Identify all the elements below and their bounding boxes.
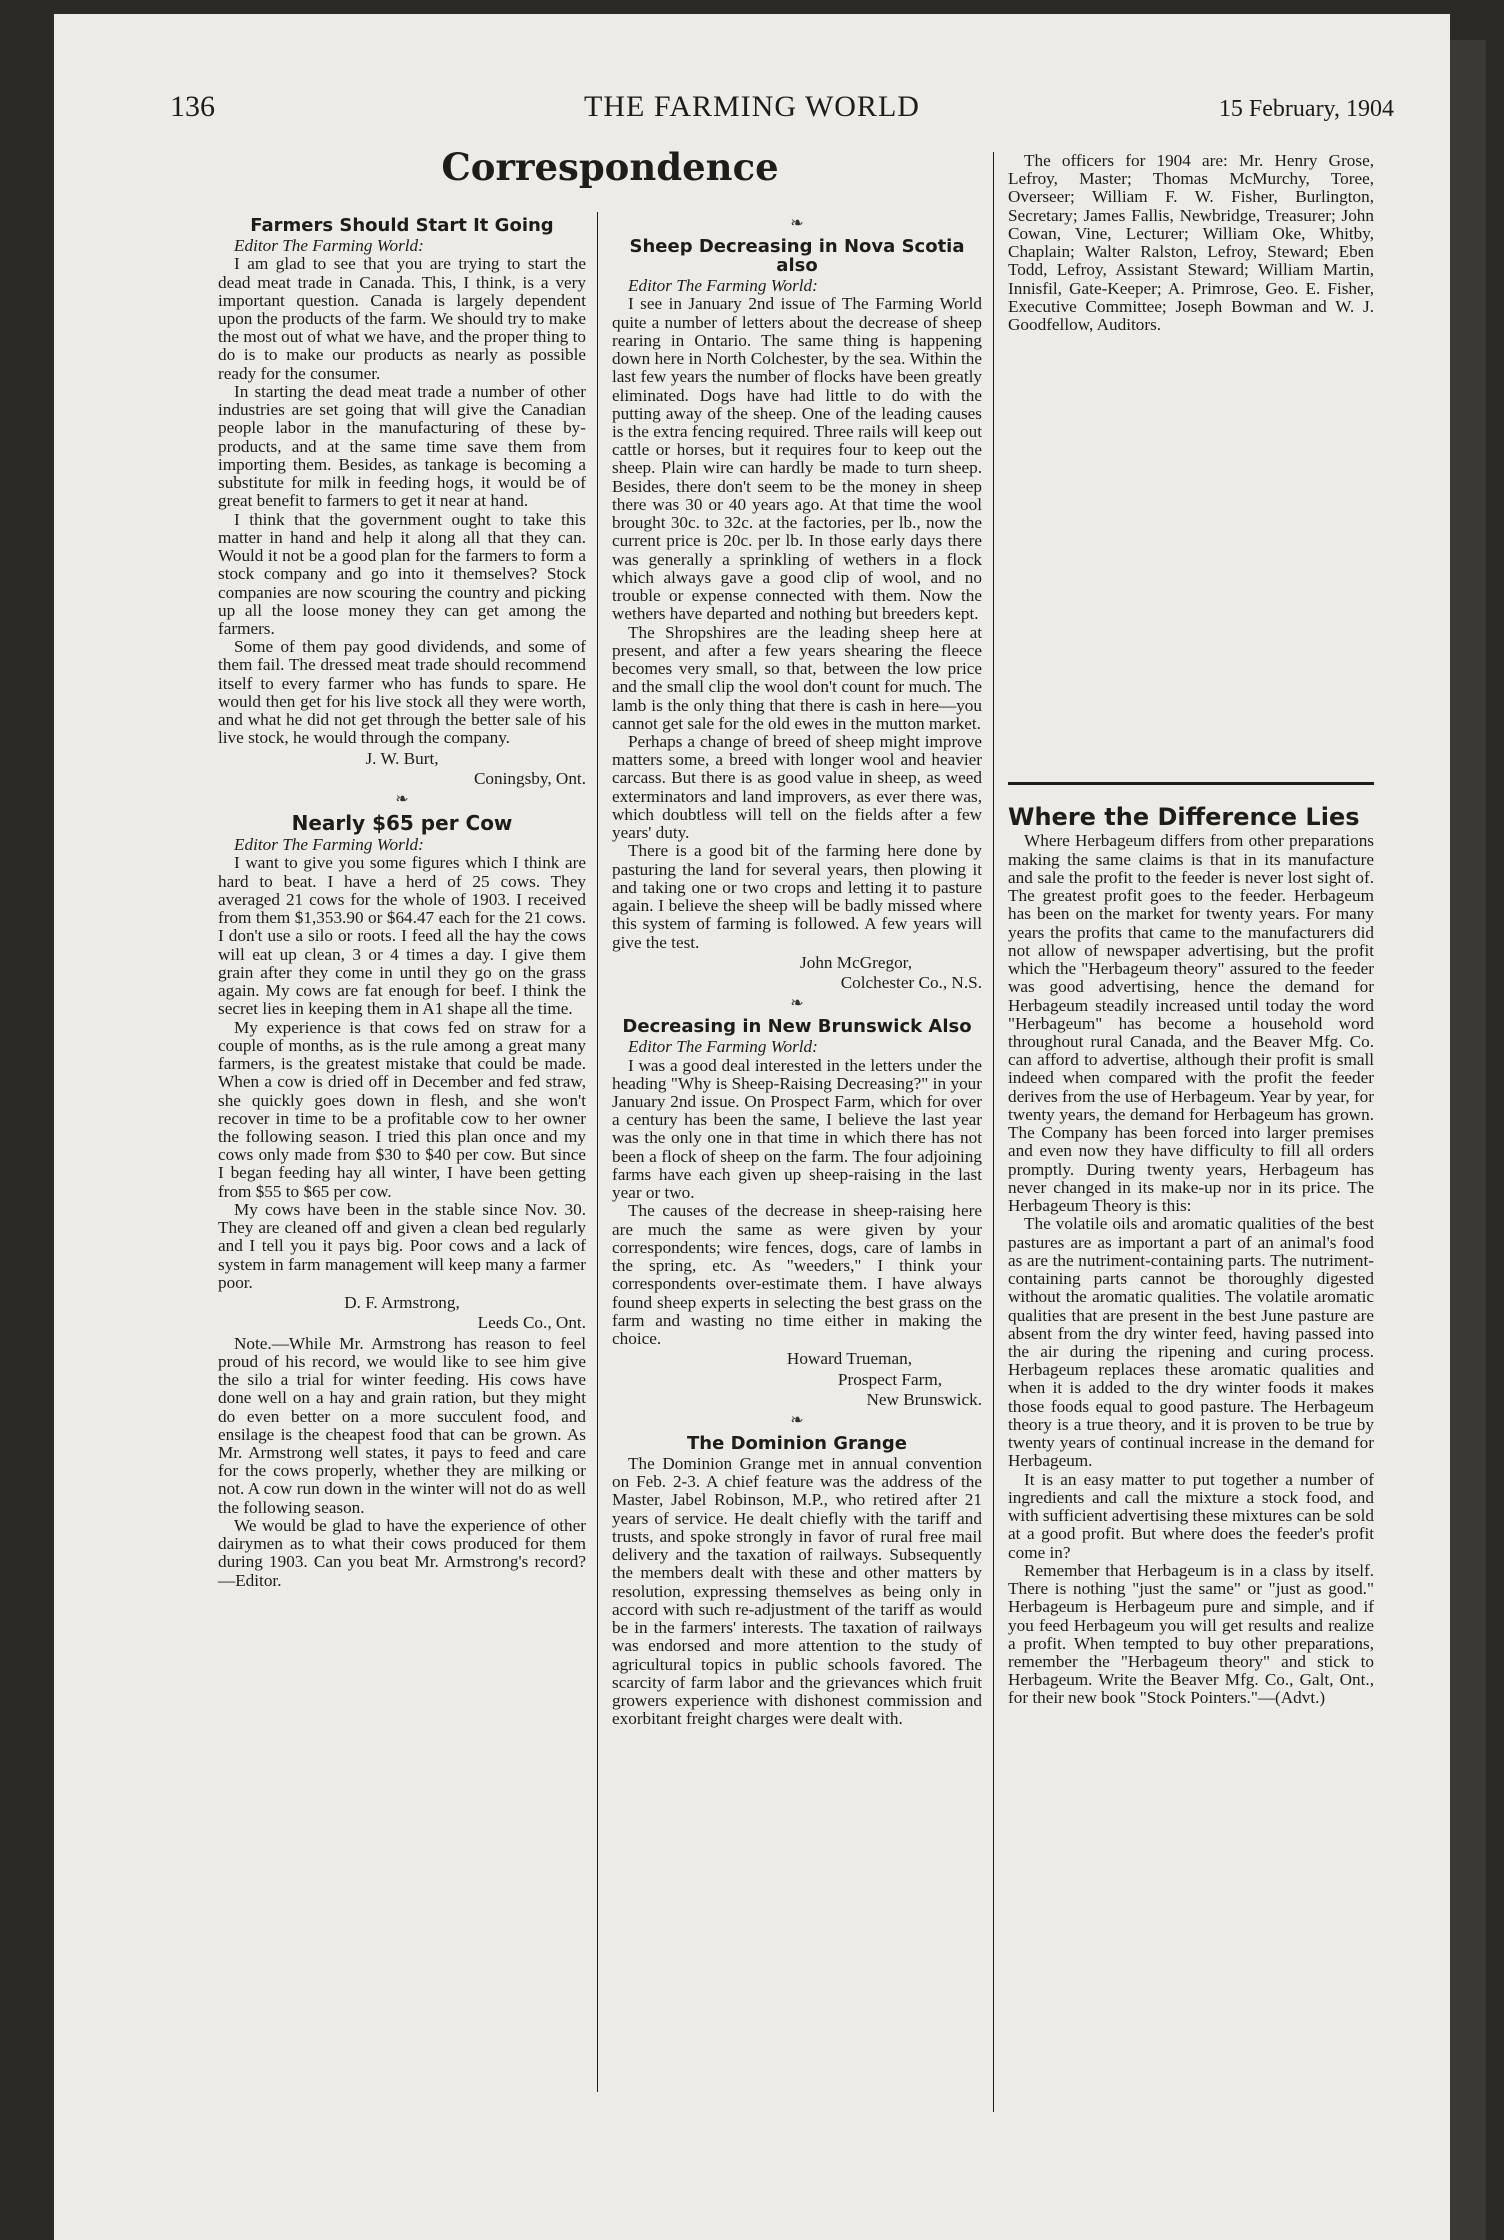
ornament-icon: ❧: [790, 995, 804, 1013]
signature-location: New Brunswick.: [866, 1389, 982, 1409]
editor-line: Editor The Farming World:: [628, 1037, 818, 1057]
running-title: THE FARMING WORLD: [584, 90, 920, 123]
editor-line: Editor The Farming World:: [234, 236, 424, 256]
paragraph: The Shropshires are the leading sheep here at present, and after a few years shearing the fleece becomes very small, so that, between the low price and the small clip the wool don't count for much. The lamb is the only thing that there is cash in here—you cannot get sale for the old ewes in the mutton market.: [612, 622, 982, 733]
issue-date: 15 February, 1904: [1218, 96, 1394, 122]
paragraph: Some of them pay good dividends, and some of them fail. The dressed meat trade should recommend itself to every farmer who has funds to spare. He would then get for his live stock all they were worth, and what he did not get through the better sale of his live stock, he would through the company.: [218, 637, 586, 748]
editor-line: Editor The Farming World:: [234, 835, 424, 855]
paragraph: I see in January 2nd issue of The Farming World quite a number of letters about the decrease of sheep rearing in Ontario. The same thing is happening down here in North Colchester, by the sea. Within the last few years the number of flocks have been greatly eliminated. Dogs have had little to do with the putting away of the sheep. One of the leading causes is the extra fencing required. Three rails will keep out cattle or horses, but it requires four to keep out the sheep. Plain wire can hardly be made to turn sheep. Besides, there don't seem to be the money in sheep there was 30 or 40 years ago. At that time the wool brought 30c. to 32c. at the factories, per lb., now the current price is 20c. per lb. In those early days there was generally a sprinkling of wethers in a flock which always gave a good clip of wool, and no trouble or expense connected with them. Now the wethers have departed and nothing but breeders kept.: [612, 294, 982, 624]
paragraph: It is an easy matter to put together a number of ingredients and call the mixture a stock food, and with sufficient advertising these mixtures can be sold at a good profit. But where does the feeder's profit come in?: [1008, 1469, 1374, 1562]
article-title: Sheep Decreasing in Nova Scotia also: [629, 235, 965, 277]
ornament-icon: ❧: [395, 791, 409, 809]
signature-location: Colchester Co., N.S.: [840, 973, 982, 993]
section-title: Correspondence: [441, 145, 779, 189]
paragraph: The Dominion Grange met in annual convention on Feb. 2-3. A chief feature was the address of the Master, Jabel Robinson, M.P., who retired after 21 years of service. He dealt chiefly with the tariff and trusts, and spoke strongly in favor of rural free mail delivery and the taxation of railways. Subsequently the members dealt with these and other matters by resolution, expressing themselves as being only in accord with such re-adjustment of the tariff as would be in the farmers' interests. The taxation of railways was endorsed and more attention to the study of agricultural topics in public schools favored. The scarcity of farm labor and the grievances which fruit growers experience with dishonest commission and exorbitant freight charges were dealt with.: [612, 1454, 982, 1729]
editor-line: Editor The Farming World:: [628, 276, 818, 296]
article-title: The Dominion Grange: [687, 1432, 907, 1454]
paragraph: The causes of the decrease in sheep-raising here are much the same as were given by your correspondents; wire fences, dogs, care of lambs in the spring, etc. As "weeders," I think your correspondents over-estimate them. I have always found sheep experts in selecting the best grass on the farm and wasting no time either in making the choice.: [612, 1201, 982, 1349]
paragraph: I want to give you some figures which I think are hard to beat. I have a herd of 25 cows. They averaged 21 cows for the whole of 1903. I received from them $1,353.90 or $64.47 each for the 21 cows. I don't use a silo or roots. I feed all the hay the cows will eat up clean, 3 or 4 times a day. I give them grain after they come in until they go on the grass again. My cows are fat enough for beef. I think the secret lies in keeping them in A1 shape all the time.: [218, 853, 586, 1019]
paragraph: Remember that Herbageum is in a class by itself. There is nothing "just the same" or "just as good." Herbageum is Herbageum pure and simple, and if you feed Herbageum you will get results and realize a profit. When tempted to buy other preparations, remember the "Herbageum theory" and stick to Herbageum. Write the Beaver Mfg. Co., Galt, Ont., for their new book "Stock Pointers."—(Advt.): [1008, 1560, 1374, 1708]
signature-location: Leeds Co., Ont.: [477, 1313, 586, 1333]
article-title: Decreasing in New Brunswick Also: [622, 1016, 972, 1038]
signature-location: Coningsby, Ont.: [473, 768, 586, 788]
paragraph: The volatile oils and aromatic qualities of the best pastures are as important a part of an animal's food as are the nutriment-containing parts. The nutriment-containing parts cannot be thoroughly digested without the aromatic qualities. The volatile aromatic qualities that are present in the best June pasture are absent from the dry winter feed, having passed into the air during the ripening and curing process. Herbageum replaces these aromatic qualities and when it is added to the dry winter foods it makes those foods equal to good pasture. The Herbageum theory is a true theory, and it is proven to be true by twenty years of continual increase in the demand for Herbageum.: [1008, 1214, 1374, 1471]
signature: John McGregor,: [800, 952, 912, 972]
paragraph: In starting the dead meat trade a number of other industries are set going that will give the Canadian people labor in the manufacturing of these by-products, and at the same time save them from importing them. Besides, as tankage is becoming a substitute for milk in feeding hogs, it would be of great benefit to farmers to get it near at hand.: [218, 381, 586, 511]
signature: Howard Trueman,: [786, 1349, 912, 1369]
paragraph: There is a good bit of the farming here done by pasturing the land for several years, then plowing it and taking one or two crops and letting it to pasture again. I believe the sheep will be badly missed where this system of farming is followed. A few years will give the test.: [612, 841, 982, 952]
paragraph: Perhaps a change of breed of sheep might improve matters some, a breed with longer wool and heavier carcass. But there is as good value in sheep, as weed exterminators and land improvers, as ever there was, which doubtless will tell on the fields after a few years' duty.: [612, 731, 982, 843]
page-header: [0, 90, 1504, 140]
article-title: Nearly $65 per Cow: [291, 811, 513, 836]
article-title: Farmers Should Start It Going: [250, 215, 554, 236]
section-rule: [1008, 782, 1374, 785]
paragraph: We would be glad to have the experience of other dairymen as to what their cows produced for them during 1903. Can you beat Mr. Armstrong's record?—Editor.: [218, 1515, 586, 1590]
paragraph: The officers for 1904 are: Mr. Henry Grose, Lefroy, Master; Thomas McMurchy, Toree, Overseer; William F. W. Fisher, Burlington, Secretary; James Fallis, Newbridge, Treasurer; John Cowan, Vine, Lecturer; William Oke, Whitby, Chaplain; Walter Ralston, Lefroy, Steward; Eben Todd, Lefroy, Assistant Steward; William Martin, Innisfil, Gate-Keeper; A. Primrose, Geo. E. Fisher, Executive Committee; Joseph Bowman and W. J. Goodfellow, Auditors.: [1008, 151, 1374, 335]
column-divider: [597, 212, 598, 2092]
paragraph: My experience is that cows fed on straw for a couple of months, as is the rule among a great many farmers, is the greatest mistake that could be made. When a cow is dried off in December and fed straw, she quickly goes down in flesh, and she won't recover in time to be a profitable cow to her owner the following season. I tried this plan once and my cows only made from $30 to $40 per cow. But since I began feeding hay all winter, I have been getting from $55 to $65 per cow.: [218, 1017, 586, 1201]
paragraph: My cows have been in the stable since Nov. 30. They are cleaned off and given a clean bed regularly and I tell you it pays big. Poor cows and a lack of system in farm management will keep many a farmer poor.: [218, 1199, 586, 1292]
binding-edge: [1450, 40, 1486, 2240]
signature-location: Prospect Farm,: [837, 1369, 942, 1389]
editor-note: Note.—While Mr. Armstrong has reason to feel proud of his record, we would like to see him give the silo a trial for winter feeding. His cows have done well on a hay and grain ration, but they might do even better on a more succulent food, and ensilage is the cheapest food that can be grown. As Mr. Armstrong well states, it pays to feed and care for the cows properly, whether they are milking or not. A cow run down in the winter will not do as well the following season.: [218, 1333, 586, 1517]
paragraph: I was a good deal interested in the letters under the heading "Why is Sheep-Raising Decreasing?" in your January 2nd issue. On Prospect Farm, which for over a century has been the same, I believe the last year was the only one in that time in which there has not been a flock of sheep on the farm. The four adjoining farms have each given up sheep-raising in the last year or two.: [612, 1055, 982, 1203]
page-number: 136: [170, 90, 215, 123]
column-3: [1008, 152, 1374, 334]
column-2: [612, 212, 982, 1729]
paragraph: I am glad to see that you are trying to start the dead meat trade in Canada. This, I think, is a very important question. Canada is largely dependent upon the products of the farm. We should try to make the most out of what we have, and the proper thing to do is to make our products as nearly as possible ready for the consumer.: [218, 254, 586, 383]
paragraph: I think that the government ought to take this matter in hand and help it along all that they can. Would it not be a good plan for the farmers to form a stock company and go into it themselves? Stock companies are now scouring the country and picking up all the loose money they can get among the farmers.: [218, 509, 586, 638]
advert-title: Where the Difference Lies: [1008, 803, 1360, 831]
ornament-icon: ❧: [790, 1411, 804, 1429]
column-1: [218, 212, 586, 1590]
column-divider: [993, 152, 994, 2112]
signature: J. W. Burt,: [365, 748, 439, 768]
advert: [1008, 795, 1374, 1708]
ornament-icon: ❧: [790, 215, 804, 232]
paragraph: Where Herbageum differs from other preparations making the same claims is that in its manufacture and sale the profit to the feeder is never lost sight of. The greatest profit goes to the feeder. Herbageum has been on the market for twenty years. For many years the profits that came to the manufacturers did not allow of newspaper advertising, but the profit which the "Herbageum theory" assured to the feeder was good advertising, hence the demand for Herbageum steadily increased until today the word "Herbageum" has become a household word throughout rural Canada, and the Beaver Mfg. Co. can afford to advertise, although their profit is small indeed when compared with the profit the feeder derives from the use of Herbageum. Year by year, for twenty years, the demand for Herbageum has grown. The Company has been forced into larger premises and even now they have difficulty to fill all orders promptly. During twenty years, Herbageum has never changed in its make-up nor in its price. The Herbageum Theory is this:: [1008, 831, 1374, 1216]
signature: D. F. Armstrong,: [344, 1293, 460, 1313]
